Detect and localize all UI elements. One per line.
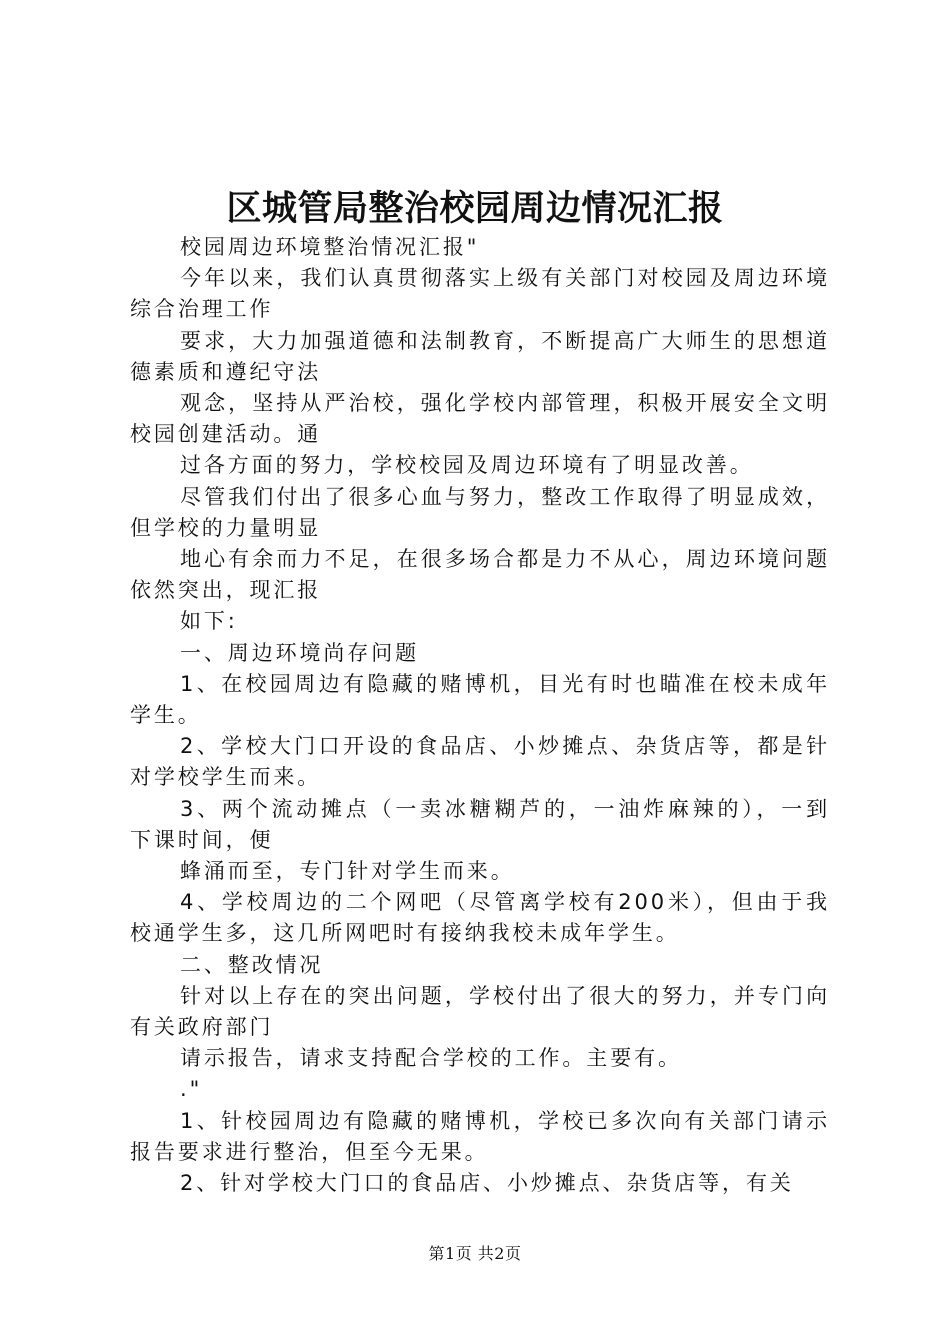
paragraph: 校园周边环境整治情况汇报" [180, 235, 480, 259]
paragraph: 过各方面的努力，学校校园及周边环境有了明显改善。 [180, 453, 754, 478]
list-item: 2、针对学校大门口的食品店、小炒摊点、杂货店等，有关 [180, 1171, 794, 1196]
paragraph: 针对以上存在的突出问题，学校付出了很大的努力，并专门向有关政府部门 [130, 983, 830, 1040]
document-body [130, 232, 830, 1199]
list-item: 3、两个流动摊点（一卖冰糖糊芦的，一油炸麻辣的），一到下课时间，便 [130, 796, 830, 852]
list-item: 1、针校园周边有隐藏的赌博机，学校已多次向有关部门请示报告要求进行整治，但至今无果。 [130, 1108, 830, 1164]
section-heading: 一、周边环境尚存问题 [180, 640, 419, 665]
paragraph: 蜂涌而至，专门针对学生而来。 [180, 859, 515, 884]
page-footer: 第1页 共2页 [428, 1244, 522, 1263]
paragraph: 要求，大力加强道德和法制教育，不断提高广大师生的思想道德素质和遵纪守法 [130, 328, 830, 384]
paragraph: 请示报告，请求支持配合学校的工作。主要有。 [180, 1046, 682, 1071]
list-item: 2、学校大门口开设的食品店、小炒摊点、杂货店等，都是针对学校学生而来。 [130, 734, 830, 790]
paragraph: 观念，坚持从严治校，强化学校内部管理，积极开展安全文明校园创建活动。通 [130, 391, 830, 447]
list-item: 4、学校周边的二个网吧（尽管离学校有200米），但由于我校通学生多，这几所网吧时有接纳我校未成年学生。 [130, 890, 830, 946]
paragraph: ." [180, 1077, 203, 1102]
document-title: 区城管局整治校园周边情况汇报 [226, 188, 724, 229]
list-item: 1、在校园周边有隐藏的赌博机，目光有时也瞄准在校未成年学生。 [130, 671, 830, 728]
paragraph: 如下: [180, 609, 238, 634]
paragraph: 今年以来，我们认真贯彻落实上级有关部门对校园及周边环境综合治理工作 [130, 266, 830, 322]
paragraph: 地心有余而力不足，在很多场合都是力不从心，周边环境问题依然突出，现汇报 [130, 547, 830, 603]
paragraph: 尽管我们付出了很多心血与努力，整改工作取得了明显成效，但学校的力量明显 [130, 484, 830, 540]
section-heading: 二、整改情况 [180, 952, 324, 977]
